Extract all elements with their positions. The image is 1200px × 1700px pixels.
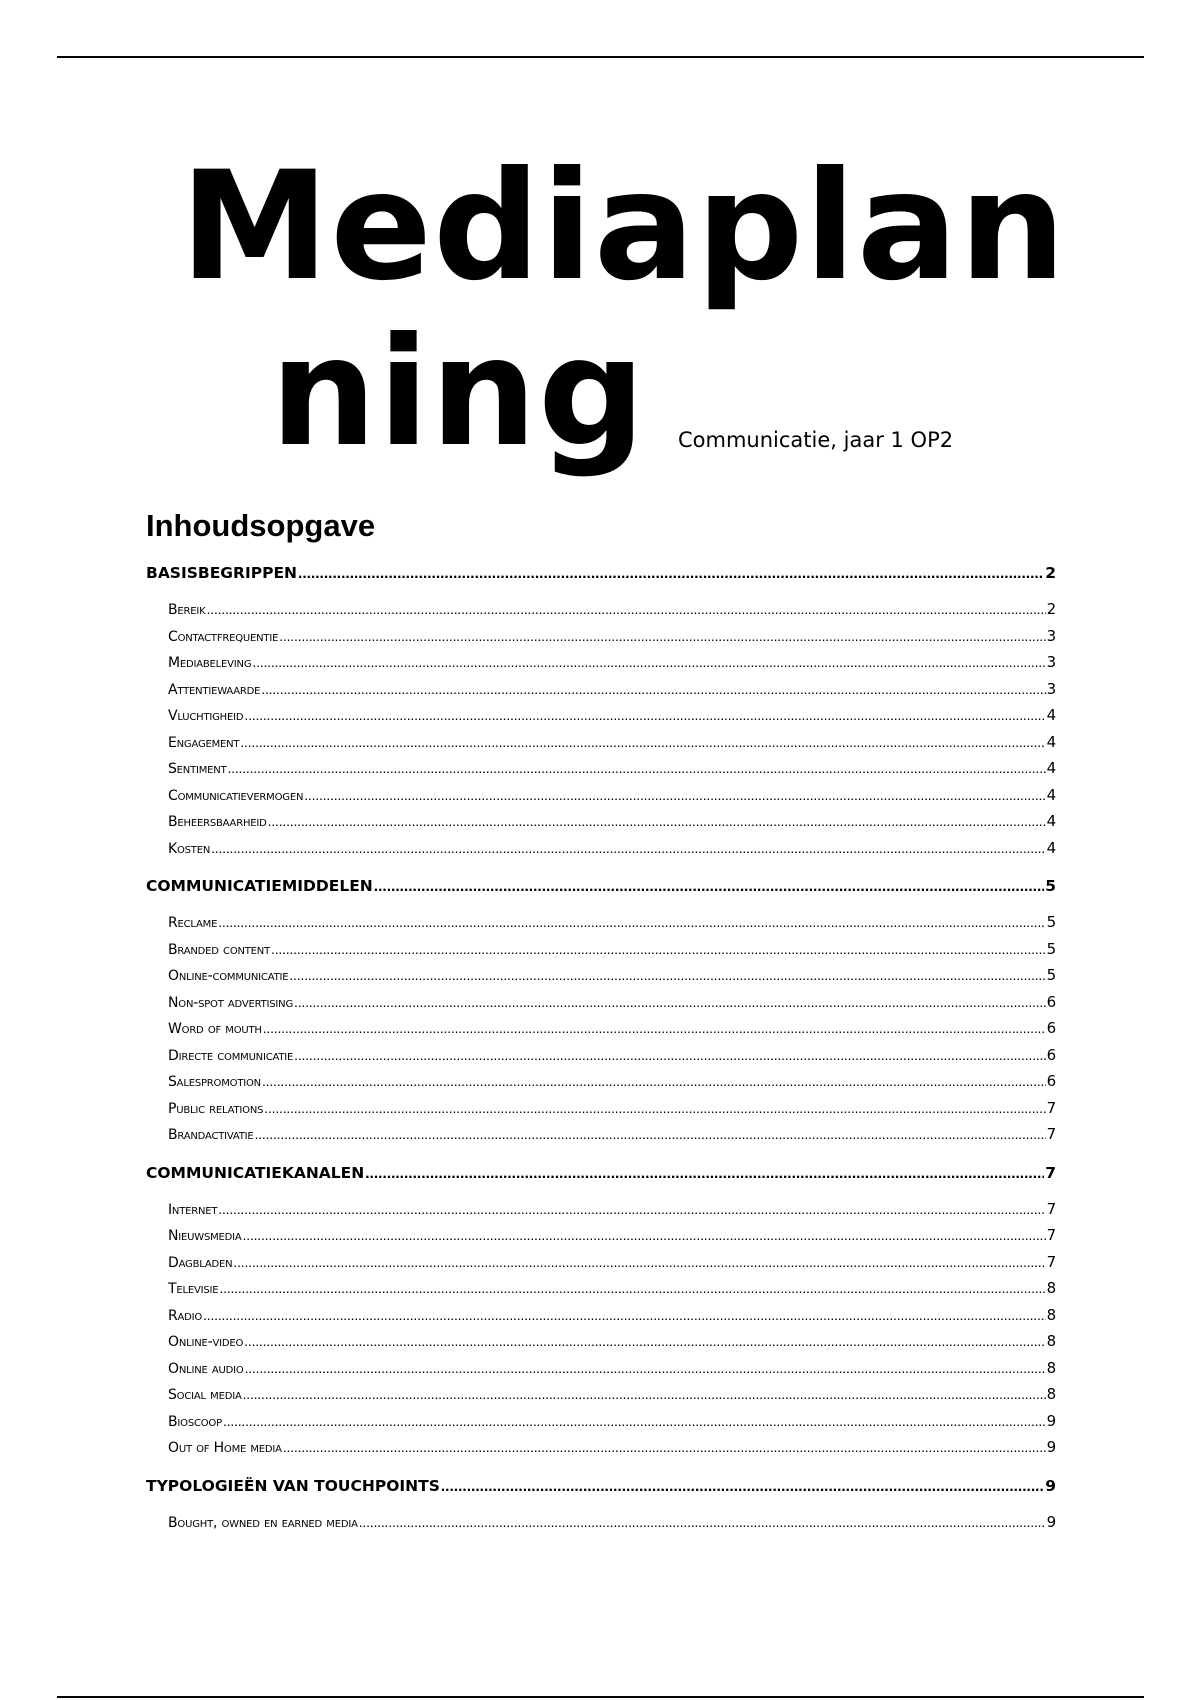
toc-subsection-entry[interactable]	[146, 835, 1056, 862]
toc-page-number: 7	[1046, 1125, 1056, 1143]
toc-page-number: 8	[1046, 1385, 1056, 1403]
toc-entry-label: Online-video	[168, 1334, 244, 1350]
dot-leader	[244, 1328, 1046, 1355]
toc-subsection-entry[interactable]	[146, 1068, 1056, 1095]
dot-leader	[271, 936, 1046, 963]
toc-subsection-entry[interactable]	[146, 755, 1056, 782]
toc-section-entry[interactable]	[146, 873, 1056, 899]
toc-page-number: 7	[1046, 1252, 1056, 1271]
toc-subsection-entry[interactable]	[146, 782, 1056, 809]
dot-leader	[243, 1222, 1046, 1249]
dot-leader	[304, 782, 1045, 809]
toc-entry-label: Out of Home media	[168, 1440, 282, 1456]
dot-leader	[244, 702, 1045, 729]
bottom-horizontal-rule	[57, 1696, 1144, 1698]
toc-page-number: 7	[1046, 1226, 1056, 1244]
toc-subsection-entry[interactable]	[146, 1196, 1056, 1223]
toc-page-number: 6	[1046, 1072, 1056, 1090]
toc-page-number: 3	[1046, 679, 1056, 698]
toc-page-number: 4	[1046, 812, 1056, 830]
dot-leader	[374, 874, 1044, 900]
toc-page-number: 4	[1046, 732, 1056, 751]
dot-leader	[262, 1068, 1046, 1095]
dot-leader	[218, 909, 1045, 936]
document-title-line-2: ning	[270, 306, 647, 480]
toc-entry-label: Public relations	[168, 1100, 264, 1117]
toc-page-number: 5	[1046, 913, 1056, 931]
dot-leader	[365, 1161, 1044, 1187]
toc-page-number: 3	[1046, 626, 1056, 645]
toc-subsection-entry[interactable]	[146, 1302, 1056, 1329]
toc-subsection-entry[interactable]	[146, 1121, 1056, 1148]
toc-page-number: 2	[1046, 600, 1056, 618]
toc-entry-label: Sentiment	[168, 761, 227, 777]
toc-entry-label: Salespromotion	[168, 1074, 261, 1090]
toc-entry-label: Online audio	[168, 1360, 244, 1377]
dot-leader	[298, 561, 1044, 587]
toc-subsection-entry[interactable]	[146, 1328, 1056, 1355]
toc-subsection-entry[interactable]	[146, 1275, 1056, 1302]
dot-leader	[243, 1381, 1046, 1408]
toc-entry-label: Internet	[168, 1201, 218, 1218]
dot-leader	[203, 1302, 1046, 1329]
toc-entry-label: COMMUNICATIEMIDDELEN	[146, 877, 373, 895]
toc-entry-label: Beheersbaarheid	[168, 814, 267, 830]
toc-entry-label: Directe communicatie	[168, 1047, 294, 1064]
toc-entry-label: Social media	[168, 1387, 242, 1403]
toc-entry-label: COMMUNICATIEKANALEN	[146, 1163, 365, 1182]
toc-subsection-entry[interactable]	[146, 1381, 1056, 1408]
toc-page-number: 5	[1046, 966, 1056, 984]
dot-leader	[263, 1015, 1046, 1042]
toc-page-number: 9	[1046, 1411, 1056, 1430]
toc-subsection-entry[interactable]	[146, 1509, 1056, 1536]
toc-page-number: 4	[1046, 706, 1056, 724]
toc-page-number: 5	[1045, 877, 1056, 895]
toc-subsection-entry[interactable]	[146, 936, 1056, 963]
dot-leader	[441, 1474, 1044, 1500]
toc-entry-label: TYPOLOGIEËN VAN TOUCHPOINTS	[146, 1476, 440, 1495]
toc-page-number: 6	[1046, 992, 1056, 1011]
toc-section-entry[interactable]	[146, 1473, 1056, 1499]
toc-entry-label: Radio	[168, 1307, 203, 1324]
toc-subsection-entry[interactable]	[146, 623, 1056, 650]
dot-leader	[294, 1042, 1046, 1069]
dot-leader	[207, 596, 1046, 623]
dot-leader	[294, 989, 1046, 1016]
dot-leader	[279, 623, 1045, 650]
toc-subsection-entry[interactable]	[146, 808, 1056, 835]
toc-entry-label: Branded content	[168, 941, 270, 958]
toc-page-number: 6	[1046, 1045, 1056, 1064]
toc-entry-label: Bereik	[168, 602, 206, 618]
toc-entry-label: Vluchtigheid	[168, 708, 244, 724]
toc-subsection-entry[interactable]	[146, 909, 1056, 936]
toc-entry-label: Word of mouth	[168, 1021, 262, 1037]
toc-page-number: 6	[1046, 1019, 1056, 1037]
toc-page-number: 4	[1046, 759, 1056, 777]
dot-leader	[359, 1509, 1046, 1536]
dot-leader	[233, 1249, 1045, 1276]
toc-entry-label: Brandactivatie	[168, 1127, 254, 1143]
toc-entry-label: Engagement	[168, 734, 240, 751]
toc-section-entry[interactable]	[146, 1160, 1056, 1186]
toc-page-number: 4	[1046, 838, 1056, 857]
toc-page-number: 9	[1046, 1512, 1056, 1531]
toc-page-number: 9	[1046, 1438, 1056, 1456]
table-of-contents	[146, 560, 1056, 1535]
toc-entry-label: Dagbladen	[168, 1254, 233, 1271]
toc-page-number: 7	[1046, 1199, 1056, 1218]
toc-page-number: 9	[1045, 1476, 1056, 1495]
toc-subsection-entry[interactable]	[146, 962, 1056, 989]
dot-leader	[289, 962, 1045, 989]
toc-subsection-entry[interactable]	[146, 1095, 1056, 1122]
toc-subsection-entry[interactable]	[146, 1222, 1056, 1249]
dot-leader	[245, 1355, 1046, 1382]
toc-entry-label: Mediabeleving	[168, 655, 252, 671]
dot-leader	[264, 1095, 1045, 1122]
toc-entry-label: Attentiewaarde	[168, 681, 261, 698]
toc-subsection-entry[interactable]	[146, 1408, 1056, 1435]
dot-leader	[268, 808, 1046, 835]
toc-page-number: 8	[1046, 1358, 1056, 1377]
toc-subsection-entry[interactable]	[146, 1434, 1056, 1461]
toc-entry-label: Communicatievermogen	[168, 787, 304, 804]
dot-leader	[218, 1196, 1045, 1223]
toc-page-number: 2	[1045, 564, 1056, 582]
toc-entry-label: Kosten	[168, 840, 211, 857]
dot-leader	[211, 835, 1046, 862]
toc-subsection-entry[interactable]	[146, 729, 1056, 756]
toc-page-number: 4	[1046, 785, 1056, 804]
toc-entry-label: Bought, owned en earned media	[168, 1514, 358, 1531]
toc-subsection-entry[interactable]	[146, 989, 1056, 1016]
dot-leader	[283, 1434, 1046, 1461]
toc-page-number: 7	[1046, 1098, 1056, 1117]
toc-subsection-entry[interactable]	[146, 676, 1056, 703]
toc-entry-label: Nieuwsmedia	[168, 1228, 242, 1244]
toc-subsection-entry[interactable]	[146, 1015, 1056, 1042]
document-subtitle: Communicatie, jaar 1 OP2	[678, 428, 954, 452]
toc-heading: Inhoudsopgave	[146, 508, 376, 543]
toc-subsection-entry[interactable]	[146, 596, 1056, 623]
dot-leader	[240, 729, 1045, 756]
dot-leader	[261, 676, 1045, 703]
toc-subsection-entry[interactable]	[146, 1355, 1056, 1382]
toc-entry-label: Contactfrequentie	[168, 628, 279, 645]
top-horizontal-rule	[57, 56, 1144, 58]
toc-entry-label: Reclame	[168, 915, 218, 931]
toc-subsection-entry[interactable]	[146, 649, 1056, 676]
toc-page-number: 8	[1046, 1332, 1056, 1350]
toc-page-number: 8	[1046, 1305, 1056, 1324]
toc-page-number: 8	[1046, 1279, 1056, 1297]
document-title-line-1: Mediaplan	[180, 140, 1067, 314]
dot-leader	[219, 1275, 1045, 1302]
toc-subsection-entry[interactable]	[146, 1042, 1056, 1069]
toc-page-number: 7	[1045, 1163, 1056, 1182]
toc-subsection-entry[interactable]	[146, 1249, 1056, 1276]
toc-entry-label: Online-communicatie	[168, 968, 289, 984]
toc-entry-label: Televisie	[168, 1281, 219, 1297]
toc-subsection-entry[interactable]	[146, 702, 1056, 729]
toc-page-number: 5	[1046, 939, 1056, 958]
dot-leader	[223, 1408, 1046, 1435]
dot-leader	[252, 649, 1045, 676]
toc-entry-label: Bioscoop	[168, 1413, 222, 1430]
toc-entry-label: Non-spot advertising	[168, 994, 294, 1011]
toc-page-number: 3	[1046, 653, 1056, 671]
toc-entry-label: BASISBEGRIPPEN	[146, 564, 298, 582]
dot-leader	[255, 1121, 1046, 1148]
dot-leader	[227, 755, 1045, 782]
toc-section-entry[interactable]	[146, 560, 1056, 586]
